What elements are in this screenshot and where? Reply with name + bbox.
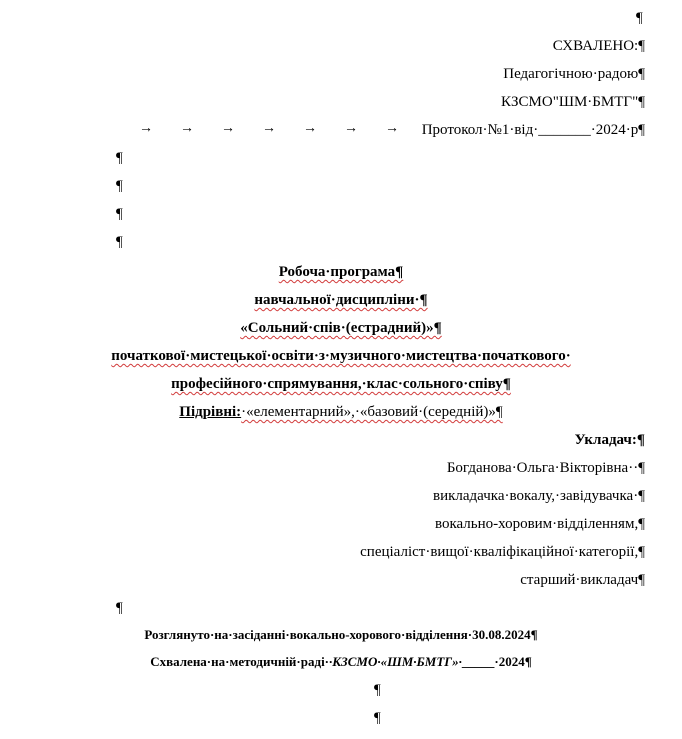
paragraph-mark: ¶ <box>636 10 643 26</box>
review-considered: Розглянуто·на·засіданні·вокально-хорового·відділення·30.08.2024¶ <box>144 627 538 642</box>
author-role-4: старший·викладач¶ <box>520 572 645 588</box>
levels-value: ·«елементарний»,·«базовий·(середній)»¶ <box>241 404 503 420</box>
title-levels <box>0 403 682 421</box>
tab-arrow-icon: → <box>180 121 194 136</box>
review-approved <box>0 653 682 671</box>
tab-arrow-icon: → <box>262 121 276 136</box>
approval-school: КЗСМО"ШМ·БМТГ"¶ <box>501 94 645 110</box>
approval-heading: СХВАЛЕНО:¶ <box>552 38 645 54</box>
review-approved-prefix: Схвалена·на·методичній·раді· <box>150 654 330 669</box>
title-line-3: «Сольний·спів·(естрадний)»¶ <box>240 320 442 336</box>
author-role-2: вокально-хоровим·відділенням,¶ <box>434 516 645 532</box>
approval-protocol: Протокол·№1·від·_______·2024·р¶ <box>421 122 645 138</box>
empty-paragraph: ¶ <box>116 234 123 250</box>
author-name: Богданова·Ольга·Вікторівна··¶ <box>446 460 645 476</box>
approval-council: Педагогічною·радою¶ <box>503 66 645 82</box>
review-approved-blank: _____ <box>461 654 495 669</box>
tab-arrows <box>139 120 426 138</box>
author-label: Укладач:¶ <box>574 432 645 448</box>
empty-paragraph: ¶ <box>116 150 123 166</box>
tab-arrow-icon: → <box>344 121 358 136</box>
author-role-1: викладачка·вокалу,·завідувачка·¶ <box>432 488 645 504</box>
empty-paragraph: ¶ <box>116 206 123 222</box>
empty-paragraph: ¶ <box>116 178 123 194</box>
title-line-5: професійного·спрямування,·клас·сольного·співу¶ <box>171 376 511 392</box>
title-line-2: навчальної·дисципліни·¶ <box>254 292 428 308</box>
empty-paragraph: ¶ <box>374 682 381 698</box>
review-approved-year: ·2024¶ <box>494 654 532 669</box>
tab-arrow-icon: → <box>139 121 153 136</box>
empty-paragraph: ¶ <box>116 600 123 616</box>
title-line-1: Робоча·програма¶ <box>278 264 404 280</box>
author-role-3: спеціаліст·вищої·кваліфікаційної·категорії,¶ <box>360 544 645 560</box>
title-line-4: початкової·мистецької·освіти·з·музичного·мистецтва·початкового· <box>111 348 571 364</box>
tab-arrow-icon: → <box>221 121 235 136</box>
tab-arrow-icon: → <box>385 121 399 136</box>
tab-arrow-icon: → <box>303 121 317 136</box>
levels-label: Підрівні: <box>179 404 242 420</box>
review-approved-org: ·КЗСМО·«ШМ·БМТГ»· <box>329 654 462 669</box>
empty-paragraph: ¶ <box>374 710 381 726</box>
